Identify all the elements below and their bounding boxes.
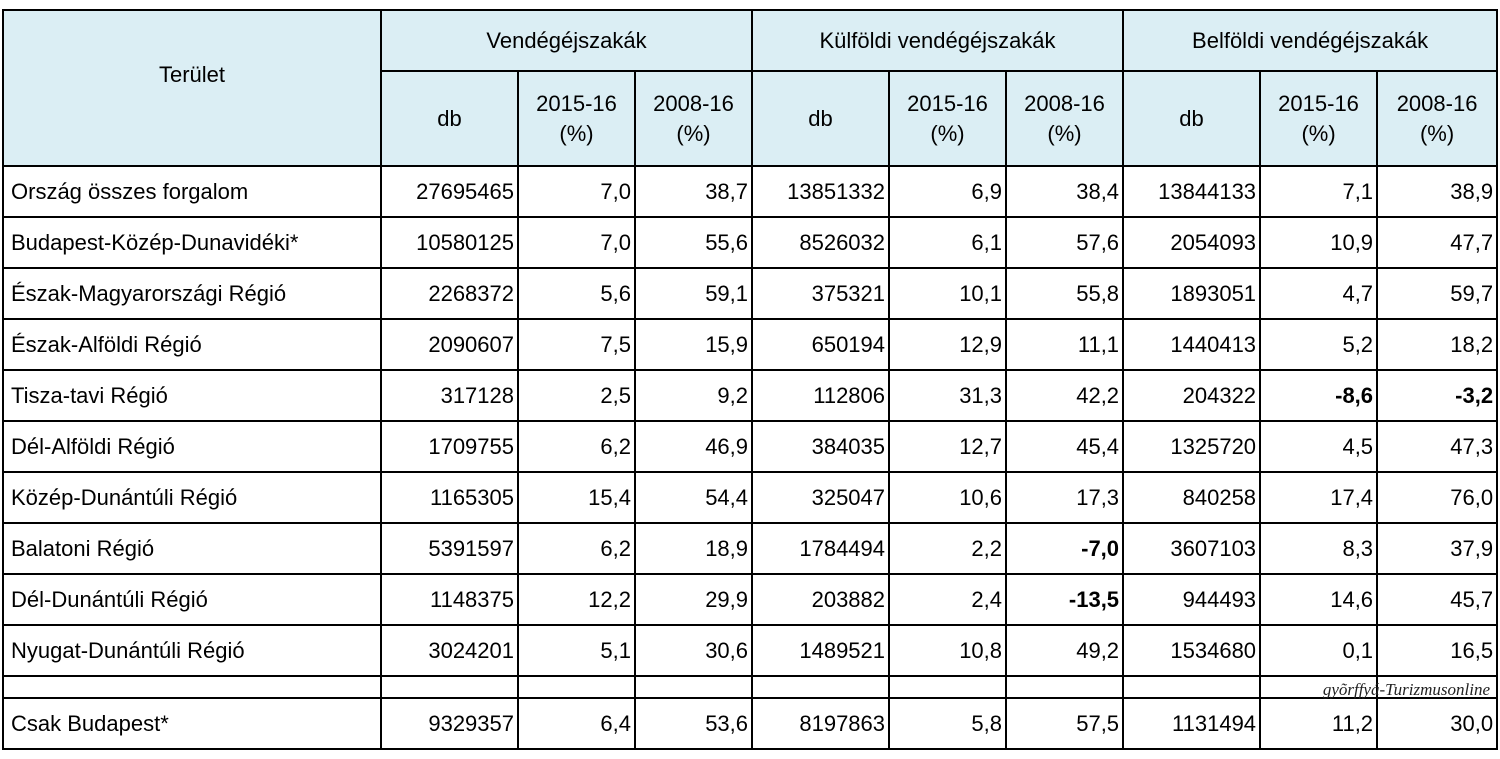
spacer-cell xyxy=(635,676,752,698)
table-cell: 15,9 xyxy=(635,319,752,370)
table-cell: 1534680 xyxy=(1123,625,1260,676)
table-cell: 384035 xyxy=(752,421,889,472)
table-cell: 203882 xyxy=(752,574,889,625)
header-2008-16-line2: (%) xyxy=(1419,120,1455,146)
table-cell: 1131494 xyxy=(1123,698,1260,749)
table-cell: 650194 xyxy=(752,319,889,370)
table-cell: 37,9 xyxy=(1377,523,1497,574)
table-header xyxy=(3,10,1497,166)
table-cell: 11,2 xyxy=(1260,698,1377,749)
table-cell: 1893051 xyxy=(1123,268,1260,319)
table-cell: 9329357 xyxy=(381,698,518,749)
table-cell: -13,5 xyxy=(1006,574,1123,625)
table-cell: 38,4 xyxy=(1006,166,1123,217)
header-2015-16-line1: 2015-16 xyxy=(1278,90,1359,116)
table-cell: 5391597 xyxy=(381,523,518,574)
row-label: Nyugat-Dunántúli Régió xyxy=(3,625,381,676)
table-cell: 317128 xyxy=(381,370,518,421)
table-cell: 3607103 xyxy=(1123,523,1260,574)
header-2015-16 xyxy=(889,71,1006,166)
row-label: Budapest-Közép-Dunavidéki* xyxy=(3,217,381,268)
table-cell: 2,4 xyxy=(889,574,1006,625)
table-cell: -7,0 xyxy=(1006,523,1123,574)
table-cell: 14,6 xyxy=(1260,574,1377,625)
table-cell: 45,7 xyxy=(1377,574,1497,625)
table-cell: 8526032 xyxy=(752,217,889,268)
table-cell: 1709755 xyxy=(381,421,518,472)
table-cell: 2054093 xyxy=(1123,217,1260,268)
table-cell: 54,4 xyxy=(635,472,752,523)
table-cell: 7,1 xyxy=(1260,166,1377,217)
table-cell: 47,7 xyxy=(1377,217,1497,268)
table-cell: -8,6 xyxy=(1260,370,1377,421)
table-cell: 16,5 xyxy=(1377,625,1497,676)
tourism-statistics-table xyxy=(2,9,1498,750)
table-cell: 17,4 xyxy=(1260,472,1377,523)
table-cell: 112806 xyxy=(752,370,889,421)
row-label: Közép-Dunántúli Régió xyxy=(3,472,381,523)
table-cell: 13844133 xyxy=(1123,166,1260,217)
table-cell: 6,2 xyxy=(518,523,635,574)
spacer-cell xyxy=(381,676,518,698)
table-row xyxy=(3,421,1497,472)
table-cell: 15,4 xyxy=(518,472,635,523)
table-cell: 7,5 xyxy=(518,319,635,370)
table-cell: 38,9 xyxy=(1377,166,1497,217)
table-cell: 944493 xyxy=(1123,574,1260,625)
table-cell: 4,5 xyxy=(1260,421,1377,472)
table-cell: 1440413 xyxy=(1123,319,1260,370)
table-cell: 13851332 xyxy=(752,166,889,217)
table-cell: 7,0 xyxy=(518,166,635,217)
table-cell: 10580125 xyxy=(381,217,518,268)
spacer-cell xyxy=(752,676,889,698)
header-area: Terület xyxy=(3,10,381,166)
table-cell: 3024201 xyxy=(381,625,518,676)
table-cell: 17,3 xyxy=(1006,472,1123,523)
table-cell: 204322 xyxy=(1123,370,1260,421)
spacer-cell xyxy=(889,676,1006,698)
table-cell: 4,7 xyxy=(1260,268,1377,319)
table-cell: 1325720 xyxy=(1123,421,1260,472)
header-group-total: Vendégéjszakák xyxy=(381,10,752,71)
table-cell: 10,6 xyxy=(889,472,1006,523)
table-cell: 29,9 xyxy=(635,574,752,625)
watermark-signature: gyõrffyá-Turizmusonline xyxy=(1322,680,1490,699)
table-cell: 12,2 xyxy=(518,574,635,625)
table-cell: 840258 xyxy=(1123,472,1260,523)
table-cell: 46,9 xyxy=(635,421,752,472)
spacer-cell xyxy=(3,676,381,698)
header-2015-16 xyxy=(1260,71,1377,166)
header-2015-16-line1: 2015-16 xyxy=(907,90,988,116)
header-db: db xyxy=(1123,71,1260,166)
table-cell: 76,0 xyxy=(1377,472,1497,523)
table-row xyxy=(3,268,1497,319)
header-group-domestic: Belföldi vendégéjszakák xyxy=(1123,10,1497,71)
table-cell: 42,2 xyxy=(1006,370,1123,421)
row-label: Dél-Alföldi Régió xyxy=(3,421,381,472)
header-2008-16-line1: 2008-16 xyxy=(653,90,734,116)
row-label: Csak Budapest* xyxy=(3,698,381,749)
table-cell: 18,2 xyxy=(1377,319,1497,370)
table-cell: 45,4 xyxy=(1006,421,1123,472)
table-row xyxy=(3,574,1497,625)
table-row xyxy=(3,472,1497,523)
table-cell: 7,0 xyxy=(518,217,635,268)
table-cell: 5,8 xyxy=(889,698,1006,749)
table-cell: 10,1 xyxy=(889,268,1006,319)
header-2015-16-line1: 2015-16 xyxy=(536,90,617,116)
table-cell: 6,9 xyxy=(889,166,1006,217)
table-cell: 47,3 xyxy=(1377,421,1497,472)
table-cell: 10,8 xyxy=(889,625,1006,676)
header-2008-16 xyxy=(1377,71,1497,166)
spacer-cell xyxy=(518,676,635,698)
table-cell: 2,5 xyxy=(518,370,635,421)
table-row xyxy=(3,319,1497,370)
table-cell: 6,2 xyxy=(518,421,635,472)
table-cell: 10,9 xyxy=(1260,217,1377,268)
header-db: db xyxy=(752,71,889,166)
header-2008-16-line1: 2008-16 xyxy=(1024,90,1105,116)
header-2015-16-line2: (%) xyxy=(930,120,965,146)
table-cell: 6,4 xyxy=(518,698,635,749)
header-2008-16-line2: (%) xyxy=(676,120,711,146)
table-cell: 30,6 xyxy=(635,625,752,676)
table-cell: 1489521 xyxy=(752,625,889,676)
header-db: db xyxy=(381,71,518,166)
table-cell: 6,1 xyxy=(889,217,1006,268)
table-cell: 9,2 xyxy=(635,370,752,421)
row-label: Tisza-tavi Régió xyxy=(3,370,381,421)
table-row xyxy=(3,625,1497,676)
header-2008-16 xyxy=(635,71,752,166)
table-cell: 8,3 xyxy=(1260,523,1377,574)
table-cell: -3,2 xyxy=(1377,370,1497,421)
table-cell: 2268372 xyxy=(381,268,518,319)
table-cell: 59,1 xyxy=(635,268,752,319)
table-cell: 55,6 xyxy=(635,217,752,268)
table-cell: 38,7 xyxy=(635,166,752,217)
spacer-cell xyxy=(1123,676,1260,698)
row-label: Balatoni Régió xyxy=(3,523,381,574)
spacer-row xyxy=(3,676,1497,698)
table-cell: 325047 xyxy=(752,472,889,523)
table-cell: 1148375 xyxy=(381,574,518,625)
table-cell: 31,3 xyxy=(889,370,1006,421)
header-2008-16-line1: 2008-16 xyxy=(1396,90,1478,116)
table-cell: 18,9 xyxy=(635,523,752,574)
header-2015-16 xyxy=(518,71,635,166)
spacer-cell xyxy=(1006,676,1123,698)
table-cell: 2,2 xyxy=(889,523,1006,574)
header-row-groups xyxy=(3,10,1497,71)
table-body xyxy=(3,166,1497,749)
table-cell: 57,6 xyxy=(1006,217,1123,268)
table-cell: 375321 xyxy=(752,268,889,319)
table-cell: 30,0 xyxy=(1377,698,1497,749)
row-label: Észak-Alföldi Régió xyxy=(3,319,381,370)
table-cell: 49,2 xyxy=(1006,625,1123,676)
table-cell: 0,1 xyxy=(1260,625,1377,676)
table-cell: 1784494 xyxy=(752,523,889,574)
header-2015-16-line2: (%) xyxy=(1301,120,1336,146)
table-cell: 12,9 xyxy=(889,319,1006,370)
table-cell: 59,7 xyxy=(1377,268,1497,319)
header-2015-16-line2: (%) xyxy=(559,120,594,146)
table-cell: 2090607 xyxy=(381,319,518,370)
table-cell: 11,1 xyxy=(1006,319,1123,370)
table-cell: 1165305 xyxy=(381,472,518,523)
table-cell: 12,7 xyxy=(889,421,1006,472)
header-2008-16 xyxy=(1006,71,1123,166)
table-cell: 53,6 xyxy=(635,698,752,749)
row-label: Dél-Dunántúli Régió xyxy=(3,574,381,625)
table-row xyxy=(3,698,1497,749)
table-cell: 57,5 xyxy=(1006,698,1123,749)
table-cell: 27695465 xyxy=(381,166,518,217)
table-row xyxy=(3,370,1497,421)
table-row xyxy=(3,523,1497,574)
row-label: Ország összes forgalom xyxy=(3,166,381,217)
table-cell: 5,1 xyxy=(518,625,635,676)
header-group-foreign: Külföldi vendégéjszakák xyxy=(752,10,1123,71)
table-cell: 5,6 xyxy=(518,268,635,319)
table-cell: 5,2 xyxy=(1260,319,1377,370)
row-label: Észak-Magyarországi Régió xyxy=(3,268,381,319)
table-row xyxy=(3,166,1497,217)
table-row xyxy=(3,217,1497,268)
header-2008-16-line2: (%) xyxy=(1047,120,1082,146)
table-cell: 55,8 xyxy=(1006,268,1123,319)
table-cell: 8197863 xyxy=(752,698,889,749)
